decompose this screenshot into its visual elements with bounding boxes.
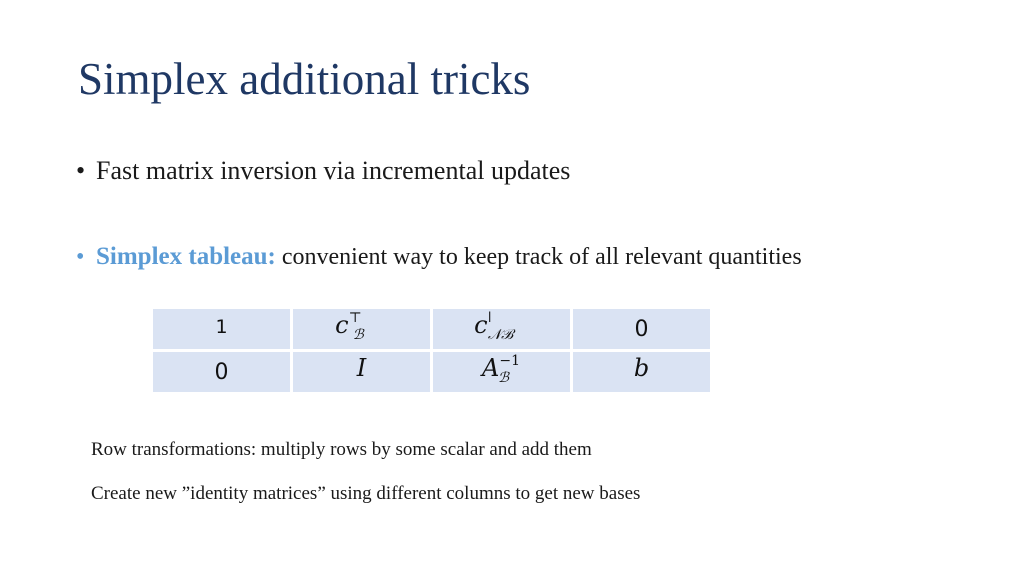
bullet-marker: • (76, 156, 86, 185)
tableau-cell (573, 352, 710, 392)
note-identity-matrices: Create new ”identity matrices” using different columns to get new bases (91, 483, 641, 504)
bullet-matrix-inversion (76, 155, 570, 186)
slide-title: Simplex additional tricks (78, 54, 531, 104)
tableau-cell (293, 309, 430, 349)
bullet-marker: • (76, 244, 85, 270)
tableau-cell (153, 309, 290, 349)
tableau-cell (293, 352, 430, 392)
cell-value: 1 (215, 316, 228, 338)
tableau-cell (153, 352, 290, 392)
cell-math-cnb: $c^ǀ_{𝒩ℬ}$ (474, 310, 513, 343)
cell-math-cb-transpose: $c^⊤_ℬ$ (335, 310, 364, 343)
tableau-cell (573, 309, 710, 349)
cell-math-identity: I (356, 354, 367, 382)
bullet-text: Fast matrix inversion via incremental updates (96, 156, 571, 185)
bullet-simplex-tableau (76, 242, 802, 272)
tableau-row-objective (153, 309, 710, 349)
note-row-transformations: Row transformations: multiply rows by some scalar and add them (91, 439, 592, 460)
tableau-cell (433, 352, 570, 392)
bullet-text: convenient way to keep track of all relevant quantities (281, 244, 802, 270)
cell-value: 0 (214, 359, 229, 385)
cell-math-ab-inverse: $A^{-1}_ℬ$ (482, 353, 520, 386)
cell-math-b: b (633, 354, 650, 382)
cell-value: 0 (634, 316, 649, 342)
simplex-tableau (150, 306, 713, 395)
tableau-cell (433, 309, 570, 349)
tableau-row-constraints (153, 352, 710, 392)
bullet-keyword: Simplex tableau: (96, 243, 276, 270)
